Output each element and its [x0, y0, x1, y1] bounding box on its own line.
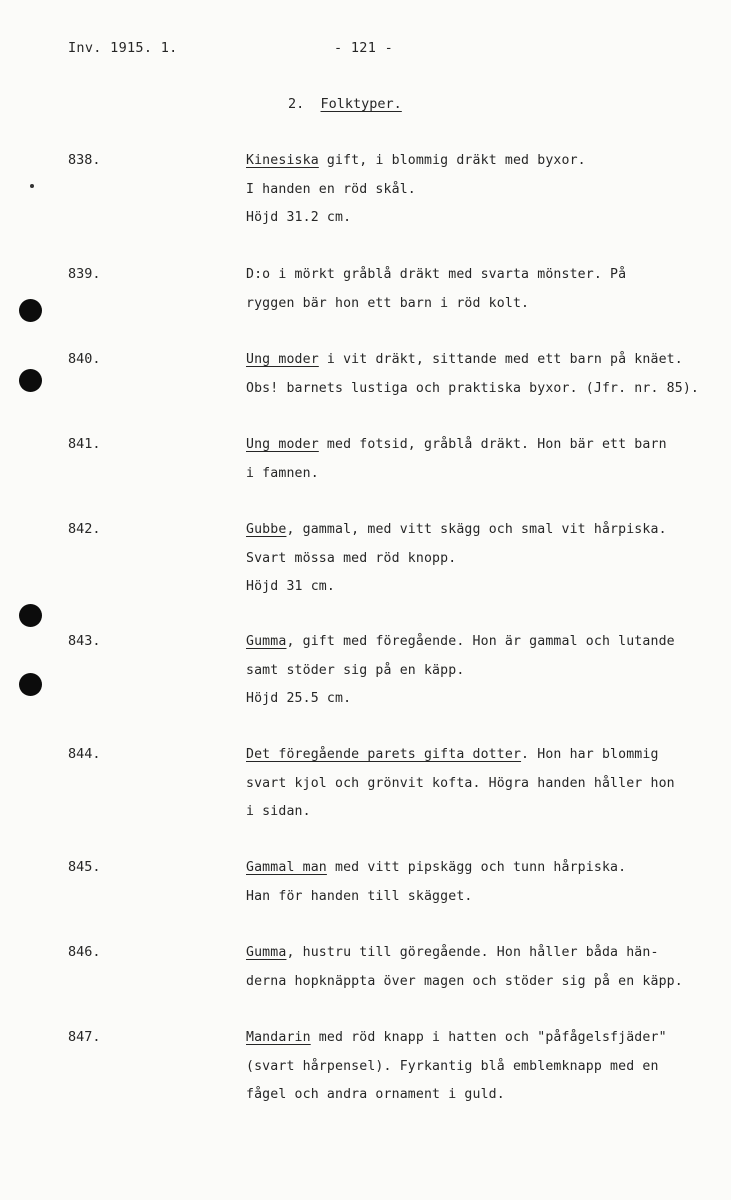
description-line [246, 351, 726, 380]
description-line [246, 746, 726, 775]
description-line [246, 662, 726, 691]
description-line [246, 181, 726, 210]
description-line [246, 266, 726, 295]
description-text: Obs! barnets lustiga och praktiska byxor. (Jfr. nr. 85). [246, 380, 700, 396]
description-text: derna hopknäppta över magen och stöder sig på en käpp. [246, 973, 683, 989]
entry-number: 840. [68, 351, 101, 367]
entry-description [246, 152, 726, 238]
object-keyword: Ung moder [246, 437, 319, 452]
entry-description [246, 944, 726, 1001]
description-text: , gift med föregående. Hon är gammal och lutande [286, 634, 675, 649]
description-text: Han för handen till skägget. [246, 888, 473, 904]
entry-description [246, 521, 726, 607]
description-line [246, 380, 726, 409]
entry-description [246, 633, 726, 719]
object-keyword: Gumma [246, 945, 287, 960]
description-text: , gammal, med vitt skägg och smal vit hårpiska. [286, 522, 667, 537]
description-text: med röd knapp i hatten och "påfågelsfjäder" [310, 1030, 667, 1045]
description-line [246, 633, 726, 662]
description-text: svart kjol och grönvit kofta. Högra handen håller hon [246, 775, 675, 791]
section-title: Folktyper. [320, 96, 402, 112]
description-line [246, 803, 726, 832]
description-text: i sidan. [246, 804, 311, 820]
description-text: Höjd 31.2 cm. [246, 210, 352, 226]
punch-hole [19, 369, 42, 392]
description-text: ryggen bär hon ett barn i röd kolt. [246, 295, 530, 311]
description-line [246, 944, 726, 973]
description-line [246, 465, 726, 494]
punch-hole [19, 673, 42, 696]
description-text: gift, i blommig dräkt med byxor. [318, 153, 586, 168]
entry-number: 845. [68, 859, 101, 875]
description-text: med vitt pipskägg och tunn hårpiska. [326, 860, 627, 875]
punch-hole [19, 604, 42, 627]
description-text: fågel och andra ornament i guld. [246, 1087, 505, 1103]
entry-number: 847. [68, 1029, 101, 1045]
section-heading [288, 96, 402, 112]
entry-number: 842. [68, 521, 101, 537]
description-text: i vit dräkt, sittande med ett barn på knäet. [318, 352, 683, 367]
description-line [246, 209, 726, 238]
entry-description [246, 859, 726, 916]
description-line [246, 152, 726, 181]
description-line [246, 436, 726, 465]
description-line [246, 550, 726, 579]
description-text: . Hon har blommig [521, 747, 659, 762]
description-line [246, 1086, 726, 1115]
description-text: Svart mössa med röd knopp. [246, 550, 457, 566]
description-text: samt stöder sig på en käpp. [246, 662, 465, 678]
description-line [246, 578, 726, 607]
object-keyword: Gubbe [246, 522, 287, 537]
description-line [246, 521, 726, 550]
entry-description [246, 1029, 726, 1115]
section-number: 2. [288, 96, 305, 112]
description-line [246, 295, 726, 324]
entry-description [246, 351, 726, 408]
description-line [246, 888, 726, 917]
description-text: I handen en röd skål. [246, 181, 416, 197]
description-text: D:o i mörkt gråblå dräkt med svarta mönster. På [246, 267, 627, 282]
object-keyword: Gammal man [246, 860, 327, 875]
punch-hole [19, 299, 42, 322]
entry-description [246, 436, 726, 493]
entry-description [246, 746, 726, 832]
description-text: , hustru till göregående. Hon håller båda hän- [286, 945, 659, 960]
entry-number: 841. [68, 436, 101, 452]
entry-description [246, 266, 726, 323]
object-keyword: Ung moder [246, 352, 319, 367]
description-line [246, 1029, 726, 1058]
entry-number: 844. [68, 746, 101, 762]
entry-number: 839. [68, 266, 101, 282]
description-line [246, 690, 726, 719]
description-line [246, 859, 726, 888]
description-text: med fotsid, gråblå dräkt. Hon bär ett barn [318, 437, 667, 452]
entry-number: 846. [68, 944, 101, 960]
description-text: (svart hårpensel). Fyrkantig blå emblemknapp med en [246, 1058, 659, 1074]
object-keyword: Det föregående parets gifta dotter [246, 747, 522, 762]
description-text: i famnen. [246, 465, 319, 481]
description-text: Höjd 25.5 cm. [246, 691, 352, 707]
object-keyword: Kinesiska [246, 153, 319, 168]
object-keyword: Gumma [246, 634, 287, 649]
description-line [246, 1058, 726, 1087]
page-number: - 121 - [334, 40, 393, 56]
entry-number: 843. [68, 633, 101, 649]
entry-number: 838. [68, 152, 101, 168]
inventory-reference: Inv. 1915. 1. [68, 40, 178, 56]
ink-speck [30, 184, 34, 188]
description-text: Höjd 31 cm. [246, 579, 335, 595]
description-line [246, 973, 726, 1002]
description-line [246, 775, 726, 804]
object-keyword: Mandarin [246, 1030, 311, 1045]
